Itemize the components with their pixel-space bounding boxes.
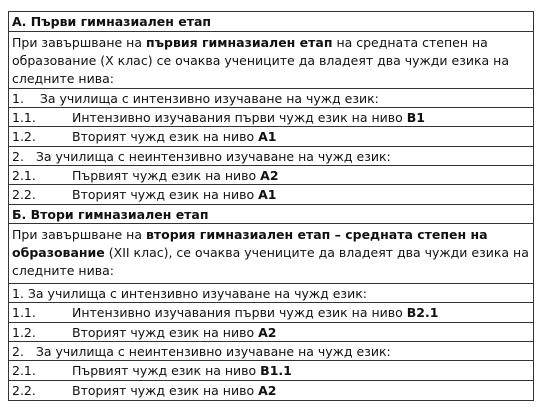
section-b-intro-bold: втория гимназиален етап – средната степен на образование: [12, 227, 488, 260]
item-text: Вторият чужд език на ниво A1: [72, 187, 277, 202]
section-b-intro: [9, 224, 533, 284]
table-row: [9, 303, 533, 323]
item-text: Вторият чужд език на ниво A2: [72, 324, 277, 340]
level-badge: A2: [258, 383, 277, 398]
section-a-group1-label: 1. За училища с интензивно изучаване на чужд език:: [12, 90, 379, 106]
section-b-intro-post: (XII клас), се очаква учениците да владеят два чужди езика на следните нива:: [12, 245, 529, 278]
item-text: Интензивно изучавания първи чужд език на ниво B2.1: [72, 305, 439, 320]
section-b-heading: [9, 205, 533, 224]
item-number: 2.1.: [12, 167, 36, 183]
section-a-intro: [9, 32, 533, 89]
table-row: [9, 323, 533, 342]
item-number: 2.1.: [12, 363, 36, 378]
item-number: 1.1.: [12, 109, 36, 125]
table-row: [9, 166, 533, 185]
section-b-group2-label-row: [9, 342, 533, 361]
section-b-group2-label: 2. За училища с неинтензивно изучаване на чужд език:: [12, 343, 391, 359]
table-row: [9, 185, 533, 205]
table-row: [9, 361, 533, 381]
section-a-intro-post: на средната степен на образование (X клас) се очаква учениците да владеят два чужди езика на следните нива:: [12, 35, 509, 86]
level-badge: A2: [258, 324, 277, 340]
level-badge: B2.1: [406, 305, 439, 320]
item-text: Интензивно изучавания първи чужд език на ниво B1: [72, 109, 425, 125]
section-b-intro-pre: При завършване на: [12, 227, 146, 242]
section-a-intro-pre: При завършване на: [12, 35, 146, 50]
section-a-title: А. Първи гимназиален етап: [12, 14, 212, 29]
table-row: [9, 108, 533, 127]
item-text: Вторият чужд език на ниво A2: [72, 383, 277, 398]
section-a-group2-label: 2. За училища с неинтензивно изучаване на чужд език:: [12, 148, 391, 164]
item-number: 2.2.: [12, 383, 36, 398]
section-a-group2-label-row: [9, 147, 533, 166]
section-a-heading: [9, 12, 533, 32]
level-badge: B1.1: [260, 363, 292, 378]
section-b-title: Б. Втори гимназиален етап: [12, 206, 209, 222]
item-text: Първият чужд език на ниво B1.1: [72, 363, 292, 378]
section-a-group1-label-row: [9, 89, 533, 108]
item-number: 2.2.: [12, 187, 36, 202]
level-badge: B1: [406, 109, 425, 125]
item-number: 1.2.: [12, 324, 36, 340]
table-row: [9, 127, 533, 147]
level-badge: A2: [260, 167, 279, 183]
item-number: 1.1.: [12, 305, 36, 320]
level-badge: A1: [258, 129, 277, 144]
level-badge: A1: [258, 187, 277, 202]
section-b-group1-label-row: [9, 284, 533, 303]
table-row: [9, 381, 533, 400]
item-text: Първият чужд език на ниво A2: [72, 167, 279, 183]
item-number: 1.2.: [12, 129, 36, 144]
language-levels-table: [8, 11, 534, 401]
item-text: Вторият чужд език на ниво A1: [72, 129, 277, 144]
section-a-intro-bold: първия гимназиален етап: [145, 35, 333, 50]
section-b-group1-label: 1. За училища с интензивно изучаване на чужд език:: [12, 285, 367, 301]
